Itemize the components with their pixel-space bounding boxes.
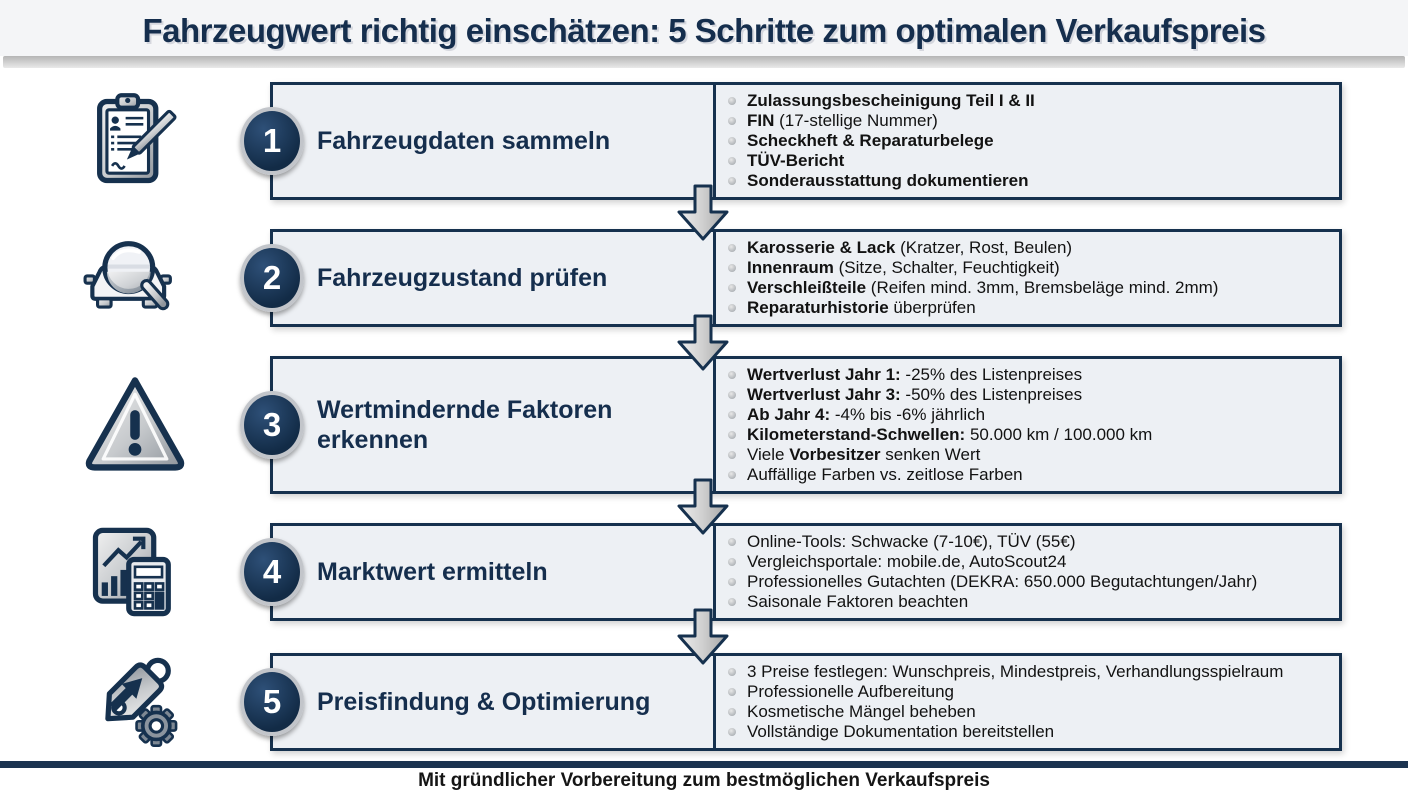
bullet-item <box>728 722 1331 742</box>
bullet-item <box>728 151 1331 171</box>
car-magnifier-icon <box>0 226 270 330</box>
bullet-marker <box>728 157 736 165</box>
bullet-marker <box>728 728 736 736</box>
bullet-text: Vergleichsportale: mobile.de, AutoScout24 <box>747 552 1067 571</box>
bullet-text: 3 Preise festlegen: Wunschpreis, Mindestpreis, Verhandlungsspielraum <box>747 662 1284 681</box>
step-box <box>262 356 1342 494</box>
step-bullets <box>713 232 1339 324</box>
step-title: Preisfindung & Optimierung <box>317 687 651 716</box>
steps-list <box>0 68 1408 754</box>
step-number-badge: 4 <box>240 538 304 606</box>
bullet-text: Reparaturhistorie überprüfen <box>747 298 976 317</box>
down-arrow-icon <box>676 185 730 241</box>
bullet-text: Saisonale Faktoren beachten <box>747 592 969 611</box>
bullet-marker <box>728 371 736 379</box>
bullet-text: Zulassungsbescheinigung Teil I & II <box>747 91 1035 110</box>
step-row <box>0 356 1408 494</box>
bullet-item <box>728 592 1331 612</box>
bullet-text: Scheckheft & Reparaturbelege <box>747 131 994 150</box>
down-arrow-icon <box>676 479 730 535</box>
bullet-marker <box>728 304 736 312</box>
bullet-marker <box>728 451 736 459</box>
bullet-item <box>728 278 1331 298</box>
step-title: Fahrzeugzustand prüfen <box>317 263 608 292</box>
header <box>0 0 1408 56</box>
clipboard-pen-icon <box>0 89 270 193</box>
bullet-item <box>728 662 1331 682</box>
bullet-marker <box>728 117 736 125</box>
bullet-text: Kosmetische Mängel beheben <box>747 702 976 721</box>
step-title-cell <box>273 359 713 491</box>
bullet-marker <box>728 264 736 272</box>
bullet-item <box>728 445 1331 465</box>
footer-text: Mit gründlicher Vorbereitung zum bestmöglichen Verkaufspreis <box>418 770 990 791</box>
bullet-text: Professionelles Gutachten (DEKRA: 650.000 Begutachtungen/Jahr) <box>747 572 1258 591</box>
step-box <box>262 82 1342 200</box>
down-arrow-icon <box>676 609 730 665</box>
step-number-badge: 1 <box>240 107 304 175</box>
step-title: Marktwert ermitteln <box>317 557 548 586</box>
bullet-marker <box>728 668 736 676</box>
bullet-item <box>728 682 1331 702</box>
bullet-item <box>728 258 1331 278</box>
bullet-marker <box>728 284 736 292</box>
chart-calculator-icon <box>0 520 270 624</box>
bullet-text: FIN (17-stellige Nummer) <box>747 111 938 130</box>
bullet-item <box>728 465 1331 485</box>
bullet-marker <box>728 578 736 586</box>
step-box <box>262 523 1342 621</box>
step-row <box>0 82 1408 200</box>
bullet-text: Wertverlust Jahr 3: -50% des Listenpreises <box>747 385 1083 404</box>
warning-triangle-icon <box>0 372 270 478</box>
bullet-item <box>728 171 1331 191</box>
bullet-marker <box>728 391 736 399</box>
step-title: Wertmindernde Faktoren erkennen <box>317 395 613 454</box>
bullet-marker <box>728 137 736 145</box>
bullet-marker <box>728 558 736 566</box>
bullet-text: Auffällige Farben vs. zeitlose Farben <box>747 465 1023 484</box>
bullet-text: Professionelle Aufbereitung <box>747 682 954 701</box>
bullet-marker <box>728 598 736 606</box>
bullet-text: Vollständige Dokumentation bereitstellen <box>747 722 1055 741</box>
bullet-item <box>728 532 1331 552</box>
bullet-item <box>728 572 1331 592</box>
step-gap <box>0 494 1408 520</box>
bullet-item <box>728 111 1331 131</box>
bullet-marker <box>728 471 736 479</box>
step-bullets <box>713 656 1339 748</box>
down-arrow-icon <box>676 315 730 371</box>
bullet-text: Innenraum (Sitze, Schalter, Feuchtigkeit) <box>747 258 1060 277</box>
bullet-text: Karosserie & Lack (Kratzer, Rost, Beulen) <box>747 238 1073 257</box>
step-number-badge: 5 <box>240 668 304 736</box>
bullet-item <box>728 298 1331 318</box>
step-title-cell <box>273 656 713 748</box>
step-row <box>0 650 1408 754</box>
bullet-text: Ab Jahr 4: -4% bis -6% jährlich <box>747 405 986 424</box>
price-tag-gear-icon <box>0 650 270 754</box>
bullet-item <box>728 91 1331 111</box>
step-number-badge: 2 <box>240 244 304 312</box>
step-gap <box>0 200 1408 226</box>
bullet-marker <box>728 708 736 716</box>
bullet-item <box>728 425 1331 445</box>
bullet-text: Kilometerstand-Schwellen: 50.000 km / 100.000 km <box>747 425 1153 444</box>
bullet-text: Sonderausstattung dokumentieren <box>747 171 1029 190</box>
bullet-text: Wertverlust Jahr 1: -25% des Listenpreises <box>747 365 1083 384</box>
step-bullets <box>713 85 1339 197</box>
step-box <box>262 653 1342 751</box>
bullet-text: Online-Tools: Schwacke (7-10€), TÜV (55€) <box>747 532 1076 551</box>
bullet-item <box>728 131 1331 151</box>
bullet-marker <box>728 431 736 439</box>
bullet-item <box>728 552 1331 572</box>
step-title-cell <box>273 232 713 324</box>
bullet-marker <box>728 244 736 252</box>
bullet-item <box>728 385 1331 405</box>
step-gap <box>0 624 1408 650</box>
step-title-cell <box>273 85 713 197</box>
step-box <box>262 229 1342 327</box>
bullet-marker <box>728 97 736 105</box>
step-bullets <box>713 359 1339 491</box>
bullet-marker <box>728 688 736 696</box>
bullet-text: Viele Vorbesitzer senken Wert <box>747 445 981 464</box>
step-number-badge: 3 <box>240 391 304 459</box>
bullet-item <box>728 702 1331 722</box>
bullet-item <box>728 365 1331 385</box>
step-title-cell <box>273 526 713 618</box>
header-divider-bar <box>3 56 1405 68</box>
bullet-text: TÜV-Bericht <box>747 151 845 170</box>
step-title: Fahrzeugdaten sammeln <box>317 126 611 155</box>
bullet-marker <box>728 538 736 546</box>
bullet-item <box>728 405 1331 425</box>
bullet-marker <box>728 411 736 419</box>
page-title: Fahrzeugwert richtig einschätzen: 5 Schritte zum optimalen Verkaufspreis <box>142 12 1266 49</box>
bullet-text: Verschleißteile (Reifen mind. 3mm, Bremsbeläge mind. 2mm) <box>747 278 1219 297</box>
step-gap <box>0 330 1408 356</box>
bullet-marker <box>728 177 736 185</box>
step-bullets <box>713 526 1339 618</box>
bullet-item <box>728 238 1331 258</box>
bottom-bar <box>0 761 1408 768</box>
